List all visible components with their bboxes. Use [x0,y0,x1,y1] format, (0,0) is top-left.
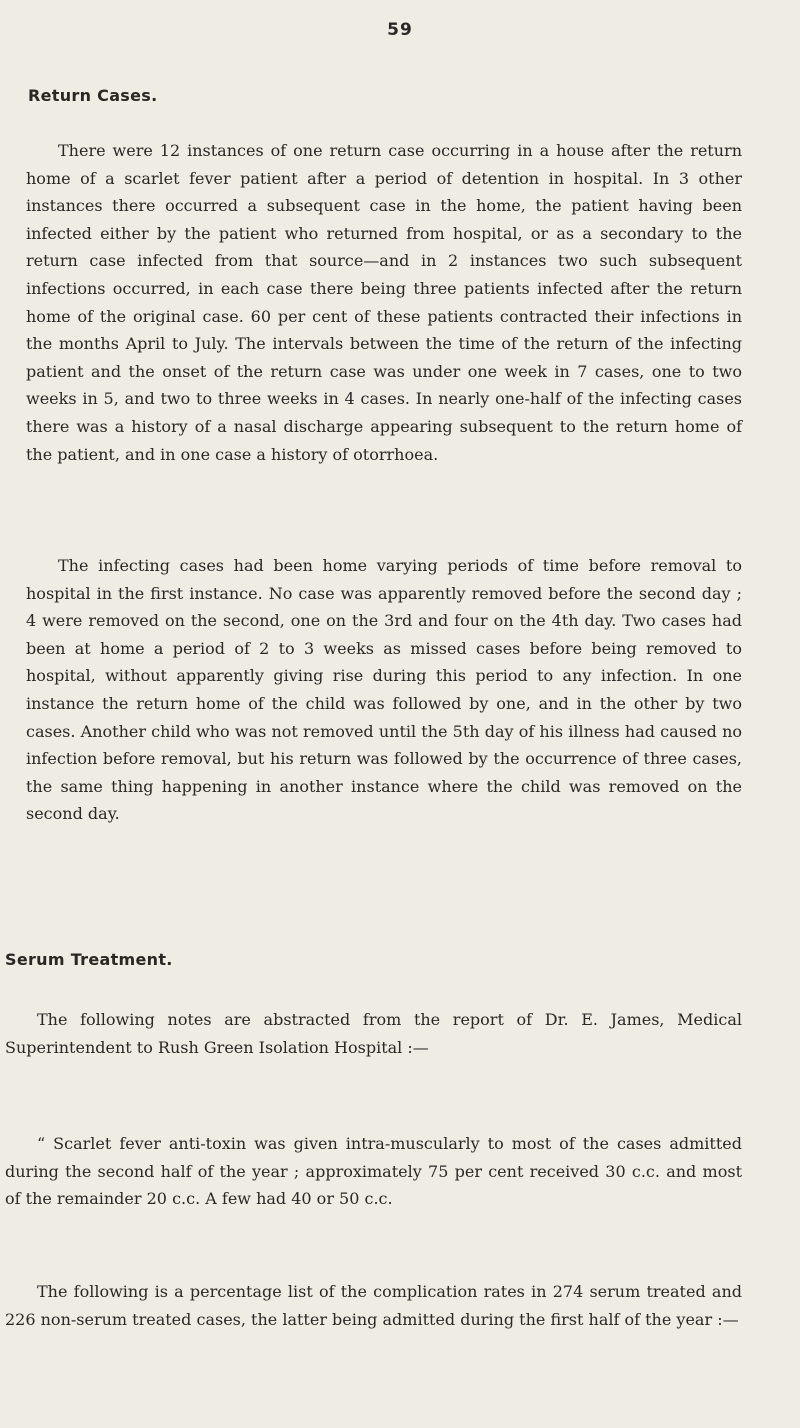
paragraph-serum-notes-intro: The following notes are abstracted from the report of Dr. E. James, Medical Superintendent to Rush Green Isolation Hospital :— [5,1010,742,1057]
paragraph-serum-antitoxin: “ Scarlet fever anti-toxin was given intra-muscularly to most of the cases admitted during the second half of the year ; approximately 75 per cent received 30 c.c. and most of the remainder 20 c.c. A few had 40 or 50 c.c. [5,1134,742,1209]
heading-return-cases: Return Cases. [28,86,158,105]
paragraph-return-cases-1: There were 12 instances of one return case occurring in a house after the return home of a scarlet fever patient after a period of detention in hospital. In 3 other instances there occurred a subsequent case in the home, the patient having been infected either by the patient who returned from hospital, or as a secondary to the return case infected from that source—and in 2 instances two such subsequent infections occurred, in each case there being three patients infected after the return home of the original case. 60 per cent of these patients contracted their infections in the months April to July. The intervals between the time of the return of the infecting patient and the onset of the return case was under one week in 7 cases, one to two weeks in 5, and two to three weeks in 4 cases. In nearly one-half of the infecting cases there was a history of a nasal discharge appearing subsequent to the return home of the patient, and in one case a history of otorrhoea. [26,141,742,464]
page-number: 59 [387,20,413,40]
paragraph-return-cases-2: The infecting cases had been home varying periods of time before removal to hospital in the first instance. No case was apparently removed before the second day ; 4 were removed on the second, one on the 3rd and four on the 4th day. Two cases had been at home a period of 2 to 3 weeks as missed cases before being removed to hospital, without apparently giving rise during this period to any infection. In one instance the return home of the child was followed by one, and in the other by two cases. Another child who was not removed until the 5th day of his illness had caused no infection before removal, but his return was followed by the occurrence of three cases, the same thing happening in another instance where the child was removed on the second day. [26,556,742,824]
paragraph-complication-rates-intro: The following is a percentage list of the complication rates in 274 serum treated and 226 non-serum treated cases, the latter being admitted during the first half of the year :— [5,1282,742,1329]
heading-serum-treatment: Serum Treatment. [5,950,173,969]
